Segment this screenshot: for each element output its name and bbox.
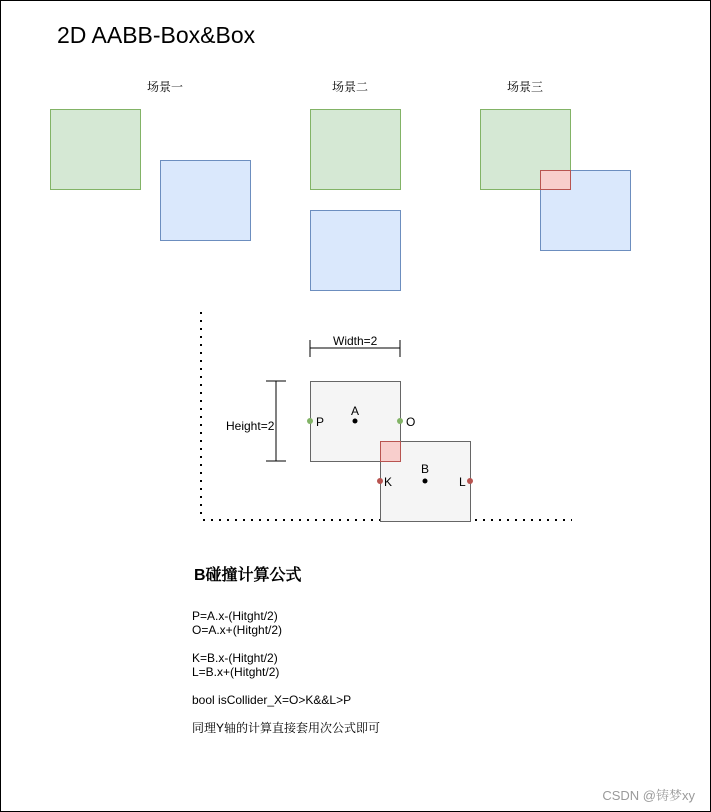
overlap-region [381, 442, 401, 462]
point-a [353, 419, 358, 424]
formula-line-k: K=B.x-(Hitght/2) [192, 651, 278, 665]
point-o [397, 418, 403, 424]
label-a: A [351, 404, 360, 418]
scene-2-label: 场景二 [332, 80, 369, 94]
formula-heading: B碰撞计算公式 [194, 567, 302, 584]
formula-line-o: O=A.x+(Hitght/2) [192, 623, 283, 637]
formula-line-p: P=A.x-(Hitght/2) [192, 609, 278, 623]
formula-line-collider: bool isCollider_X=O>K&&L>P [192, 693, 352, 707]
label-o: O [406, 415, 416, 429]
formula-line-l: L=B.x+(Hitght/2) [192, 665, 280, 679]
scene-3-label: 场景三 [507, 80, 544, 94]
label-b: B [421, 462, 430, 476]
width-label: Width=2 [333, 334, 378, 348]
label-l: L [459, 475, 466, 489]
height-label: Height=2 [226, 419, 275, 433]
page-title: 2D AABB-Box&Box [57, 22, 256, 48]
formula-line-note: 同理Y轴的计算直接套用次公式即可 [192, 721, 381, 735]
watermark: CSDN @铸梦xy [602, 788, 695, 803]
label-p: P [316, 415, 325, 429]
point-b [423, 479, 428, 484]
label-k: K [384, 475, 393, 489]
point-k [377, 478, 383, 484]
scene-1-label: 场景一 [147, 80, 184, 94]
point-l [467, 478, 473, 484]
point-p [307, 418, 313, 424]
